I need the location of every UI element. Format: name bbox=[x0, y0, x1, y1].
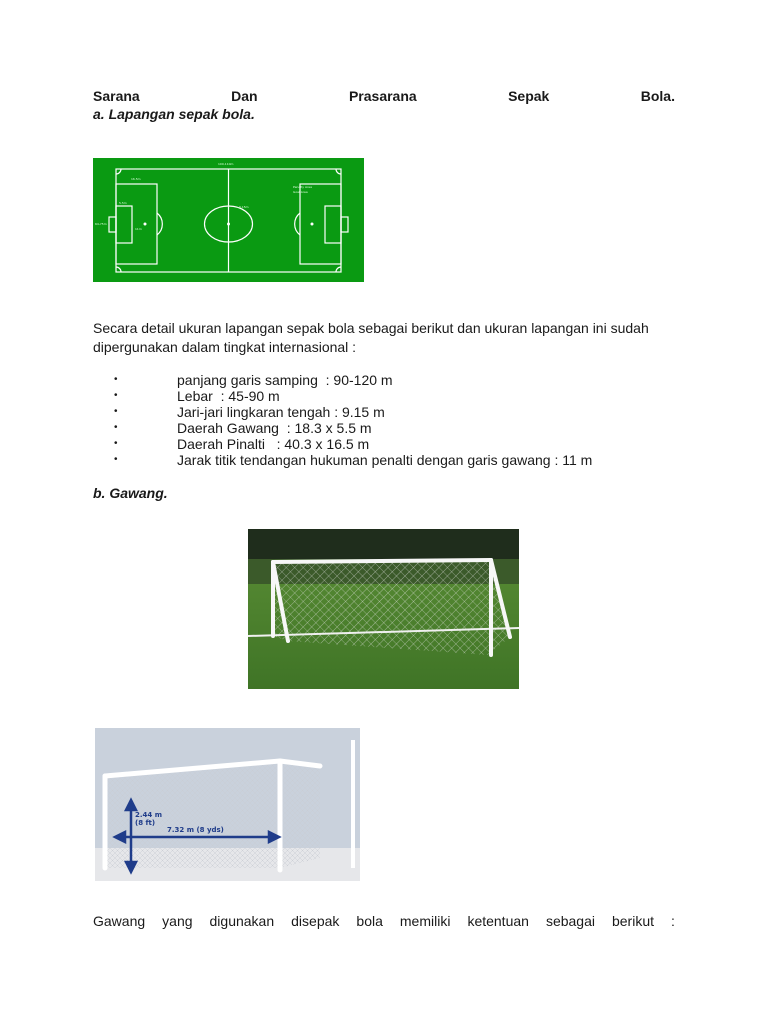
bullet-icon: • bbox=[114, 454, 118, 465]
closing-word: sebagai bbox=[545, 913, 595, 929]
bullet-icon: • bbox=[114, 406, 118, 417]
field-label: 16.5m bbox=[131, 177, 141, 181]
title-word: Bola. bbox=[640, 88, 675, 104]
goal-photo bbox=[248, 529, 519, 689]
bullet-icon: • bbox=[114, 422, 118, 433]
title-word: Prasarana bbox=[348, 88, 417, 104]
spec-text: Lebar : 45-90 m bbox=[177, 388, 280, 404]
goal-diagram bbox=[95, 728, 360, 881]
field-label: Penalty Area bbox=[293, 185, 312, 189]
intro-line-1: Secara detail ukuran lapangan sepak bola sebagai berikut dan ukuran lapangan ini sudah bbox=[93, 320, 649, 336]
title-word: Dan bbox=[231, 88, 258, 104]
field-diagram-image bbox=[93, 158, 364, 282]
closing-word: berikut bbox=[611, 913, 655, 929]
closing-word: ketentuan bbox=[467, 913, 529, 929]
height-label: 2.44 m bbox=[135, 811, 163, 819]
field-label: 100-110m bbox=[218, 162, 234, 166]
list-item bbox=[114, 388, 674, 404]
list-item bbox=[114, 372, 674, 388]
specs-list bbox=[114, 372, 674, 468]
closing-word: : bbox=[671, 913, 675, 929]
list-item bbox=[114, 404, 674, 420]
spec-text: Jari-jari lingkaran tengah : 9.15 m bbox=[177, 404, 385, 420]
document-title bbox=[93, 87, 675, 105]
field-label: 64-75m bbox=[95, 222, 107, 226]
bullet-icon: • bbox=[114, 390, 118, 401]
spec-text: Daerah Gawang : 18.3 x 5.5 m bbox=[177, 420, 372, 436]
title-word: Sepak bbox=[508, 88, 550, 104]
intro-line-2: dipergunakan dalam tingkat internasional : bbox=[93, 339, 357, 355]
intro-paragraph bbox=[93, 319, 693, 357]
field-label: 11m bbox=[135, 227, 142, 231]
section-a-title: a. Lapangan sepak bola. bbox=[93, 106, 255, 122]
bullet-icon: • bbox=[114, 374, 118, 385]
spec-text: Daerah Pinalti : 40.3 x 16.5 m bbox=[177, 436, 370, 452]
spec-text: Jarak titik tendangan hukuman penalti dengan garis gawang : 11 m bbox=[177, 452, 593, 468]
section-b-title: b. Gawang. bbox=[93, 485, 168, 501]
closing-word: Gawang bbox=[93, 913, 146, 929]
width-label: 7.32 m (8 yds) bbox=[167, 826, 224, 834]
closing-word: disepak bbox=[291, 913, 340, 929]
list-item bbox=[114, 452, 674, 468]
closing-word: digunakan bbox=[209, 913, 275, 929]
closing-word: bola bbox=[356, 913, 383, 929]
bullet-icon: • bbox=[114, 438, 118, 449]
closing-paragraph bbox=[93, 912, 675, 930]
height-sub-label: (8 ft) bbox=[135, 819, 156, 827]
spec-text: panjang garis samping : 90-120 m bbox=[177, 372, 393, 388]
field-label: Goal Area bbox=[293, 190, 308, 194]
closing-word: yang bbox=[162, 913, 193, 929]
field-label: 9.15m bbox=[239, 205, 249, 209]
closing-word: memiliki bbox=[399, 913, 451, 929]
title-word: Sarana bbox=[93, 88, 140, 104]
list-item bbox=[114, 420, 674, 436]
field-label: 5.5m bbox=[119, 201, 127, 205]
list-item bbox=[114, 436, 674, 452]
